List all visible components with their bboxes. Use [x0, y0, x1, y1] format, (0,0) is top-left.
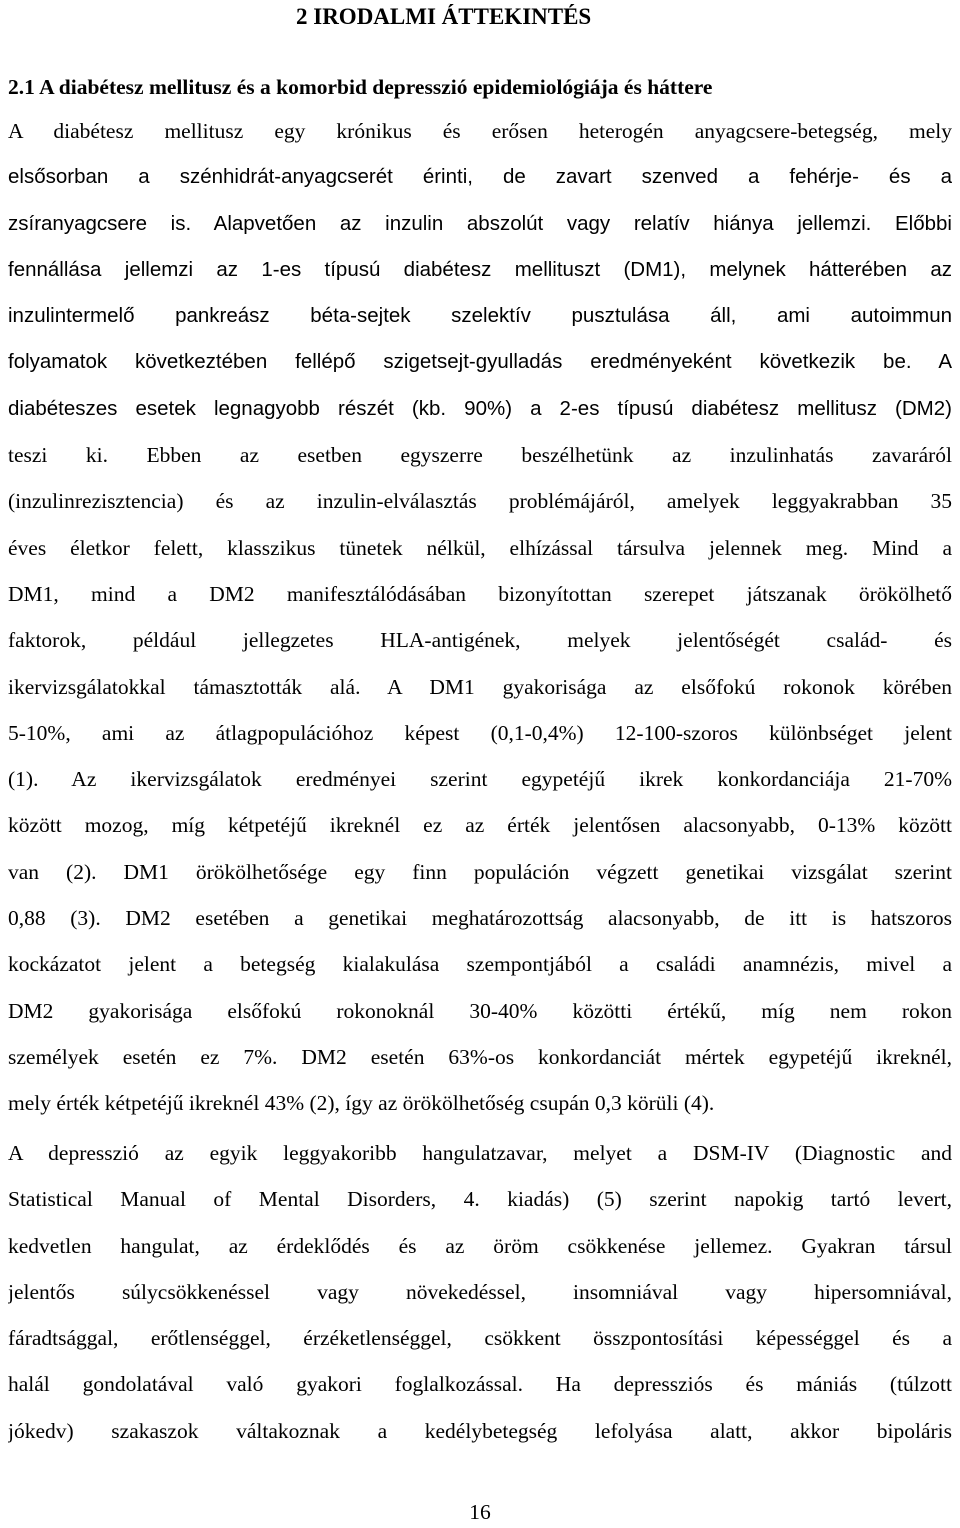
paragraph-line: elsősorban a szénhidrát-anyagcserét érinti, de zavart szenved a fehérje- és a: [8, 165, 952, 189]
paragraph-line: fennállása jellemzi az 1-es típusú diabétesz mellituszt (DM1), melynek hátterében az: [8, 257, 952, 281]
paragraph-line: között mozog, míg kétpetéjű ikreknél ez az érték jelentősen alacsonyabb, 0-13% között: [8, 813, 952, 838]
paragraph-line: kedvetlen hangulat, az érdeklődés és az öröm csökkenése jellemez. Gyakran társul: [8, 1233, 952, 1258]
paragraph-line: A depresszió az egyik leggyakoribb hangulatzavar, melyet a DSM-IV (Diagnostic and: [8, 1141, 952, 1165]
paragraph-line: Statistical Manual of Mental Disorders, 4. kiadás) (5) szerint napokig tartó levert,: [8, 1187, 952, 1212]
paragraph-line: fáradtsággal, erőtlenséggel, érzéketlenséggel, csökkent összpontosítási képességgel és a: [8, 1326, 952, 1351]
paragraph-line: jókedv) szakaszok váltakoznak a kedélybetegség lefolyása alatt, akkor bipoláris: [8, 1418, 952, 1443]
paragraph-line: halál gondolatával való gyakori foglalkozással. Ha depressziós és mániás (túlzott: [8, 1372, 952, 1397]
paragraph-line: DM1, mind a DM2 manifesztálódásában bizonyítottan szerepet játszanak örökölhető: [8, 581, 952, 606]
paragraph-line: folyamatok következtében fellépő szigetsejt-gyulladás eredményeként következik be. A: [8, 350, 952, 374]
paragraph-line: kockázatot jelent a betegség kialakulása szempontjából a családi anamnézis, mivel a: [8, 952, 952, 977]
paragraph-line: A diabétesz mellitusz egy krónikus és erősen heterogén anyagcsere-betegség, mely: [8, 119, 952, 143]
paragraph-line: 5-10%, ami az átlagpopulációhoz képest (0,1-0,4%) 12-100-szoros különbséget jelent: [8, 720, 952, 745]
paragraph-line: (1). Az ikervizsgálatok eredményei szerint egypetéjű ikrek konkordanciája 21-70%: [8, 767, 952, 792]
paragraph-line: zsíranyagcsere is. Alapvetően az inzulin abszolút vagy relatív hiánya jellemzi. Előbbi: [8, 211, 952, 235]
paragraph-depression: [8, 1130, 952, 1454]
paragraph-line: inzulintermelő pankreász béta-sejtek szelektív pusztulása áll, ami autoimmun: [8, 304, 952, 328]
paragraph-line: van (2). DM1 örökölhetősége egy finn populáción végzett genetikai vizsgálat szerint: [8, 859, 952, 884]
paragraph-line: DM2 gyakorisága elsőfokú rokonoknál 30-40% közötti értékű, míg nem rokon: [8, 998, 952, 1023]
paragraph-line: mely érték kétpetéjű ikreknél 43% (2), így az örökölhetőség csupán 0,3 körüli (4).: [8, 1091, 715, 1116]
paragraph-line: éves életkor felett, klasszikus tünetek nélkül, elhízással társulva jelennek meg. Mind a: [8, 535, 952, 560]
section-heading: 2.1 A diabétesz mellitusz és a komorbid depresszió epidemiológiája és háttere: [8, 75, 713, 99]
paragraph-line: 0,88 (3). DM2 esetében a genetikai meghatározottság alacsonyabb, de itt is hatszoros: [8, 906, 952, 931]
paragraph-line: jelentős súlycsökkenéssel vagy növekedéssel, insomniával vagy hipersomniával,: [8, 1279, 952, 1304]
paragraph-line: személyek esetén ez 7%. DM2 esetén 63%-os konkordanciát mértek egypetéjű ikreknél,: [8, 1044, 952, 1069]
paragraph-diabetes: [8, 108, 952, 1127]
paragraph-line: teszi ki. Ebben az esetben egyszerre beszélhetünk az inzulinhatás zavaráról: [8, 443, 952, 468]
paragraph-line: ikervizsgálatokkal támasztották alá. A DM1 gyakorisága az elsőfokú rokonok körében: [8, 674, 952, 699]
paragraph-line: (inzulinrezisztencia) és az inzulin-elválasztás problémájáról, amelyek leggyakrabban 35: [8, 489, 952, 514]
paragraph-line: faktorok, például jellegzetes HLA-antigének, melyek jelentőségét család- és: [8, 628, 952, 653]
page-number: 16: [469, 1500, 491, 1524]
chapter-heading: 2 IRODALMI ÁTTEKINTÉS: [296, 4, 592, 29]
paragraph-line: diabéteszes esetek legnagyobb részét (kb. 90%) a 2-es típusú diabétesz mellitusz (DM2): [8, 396, 952, 420]
